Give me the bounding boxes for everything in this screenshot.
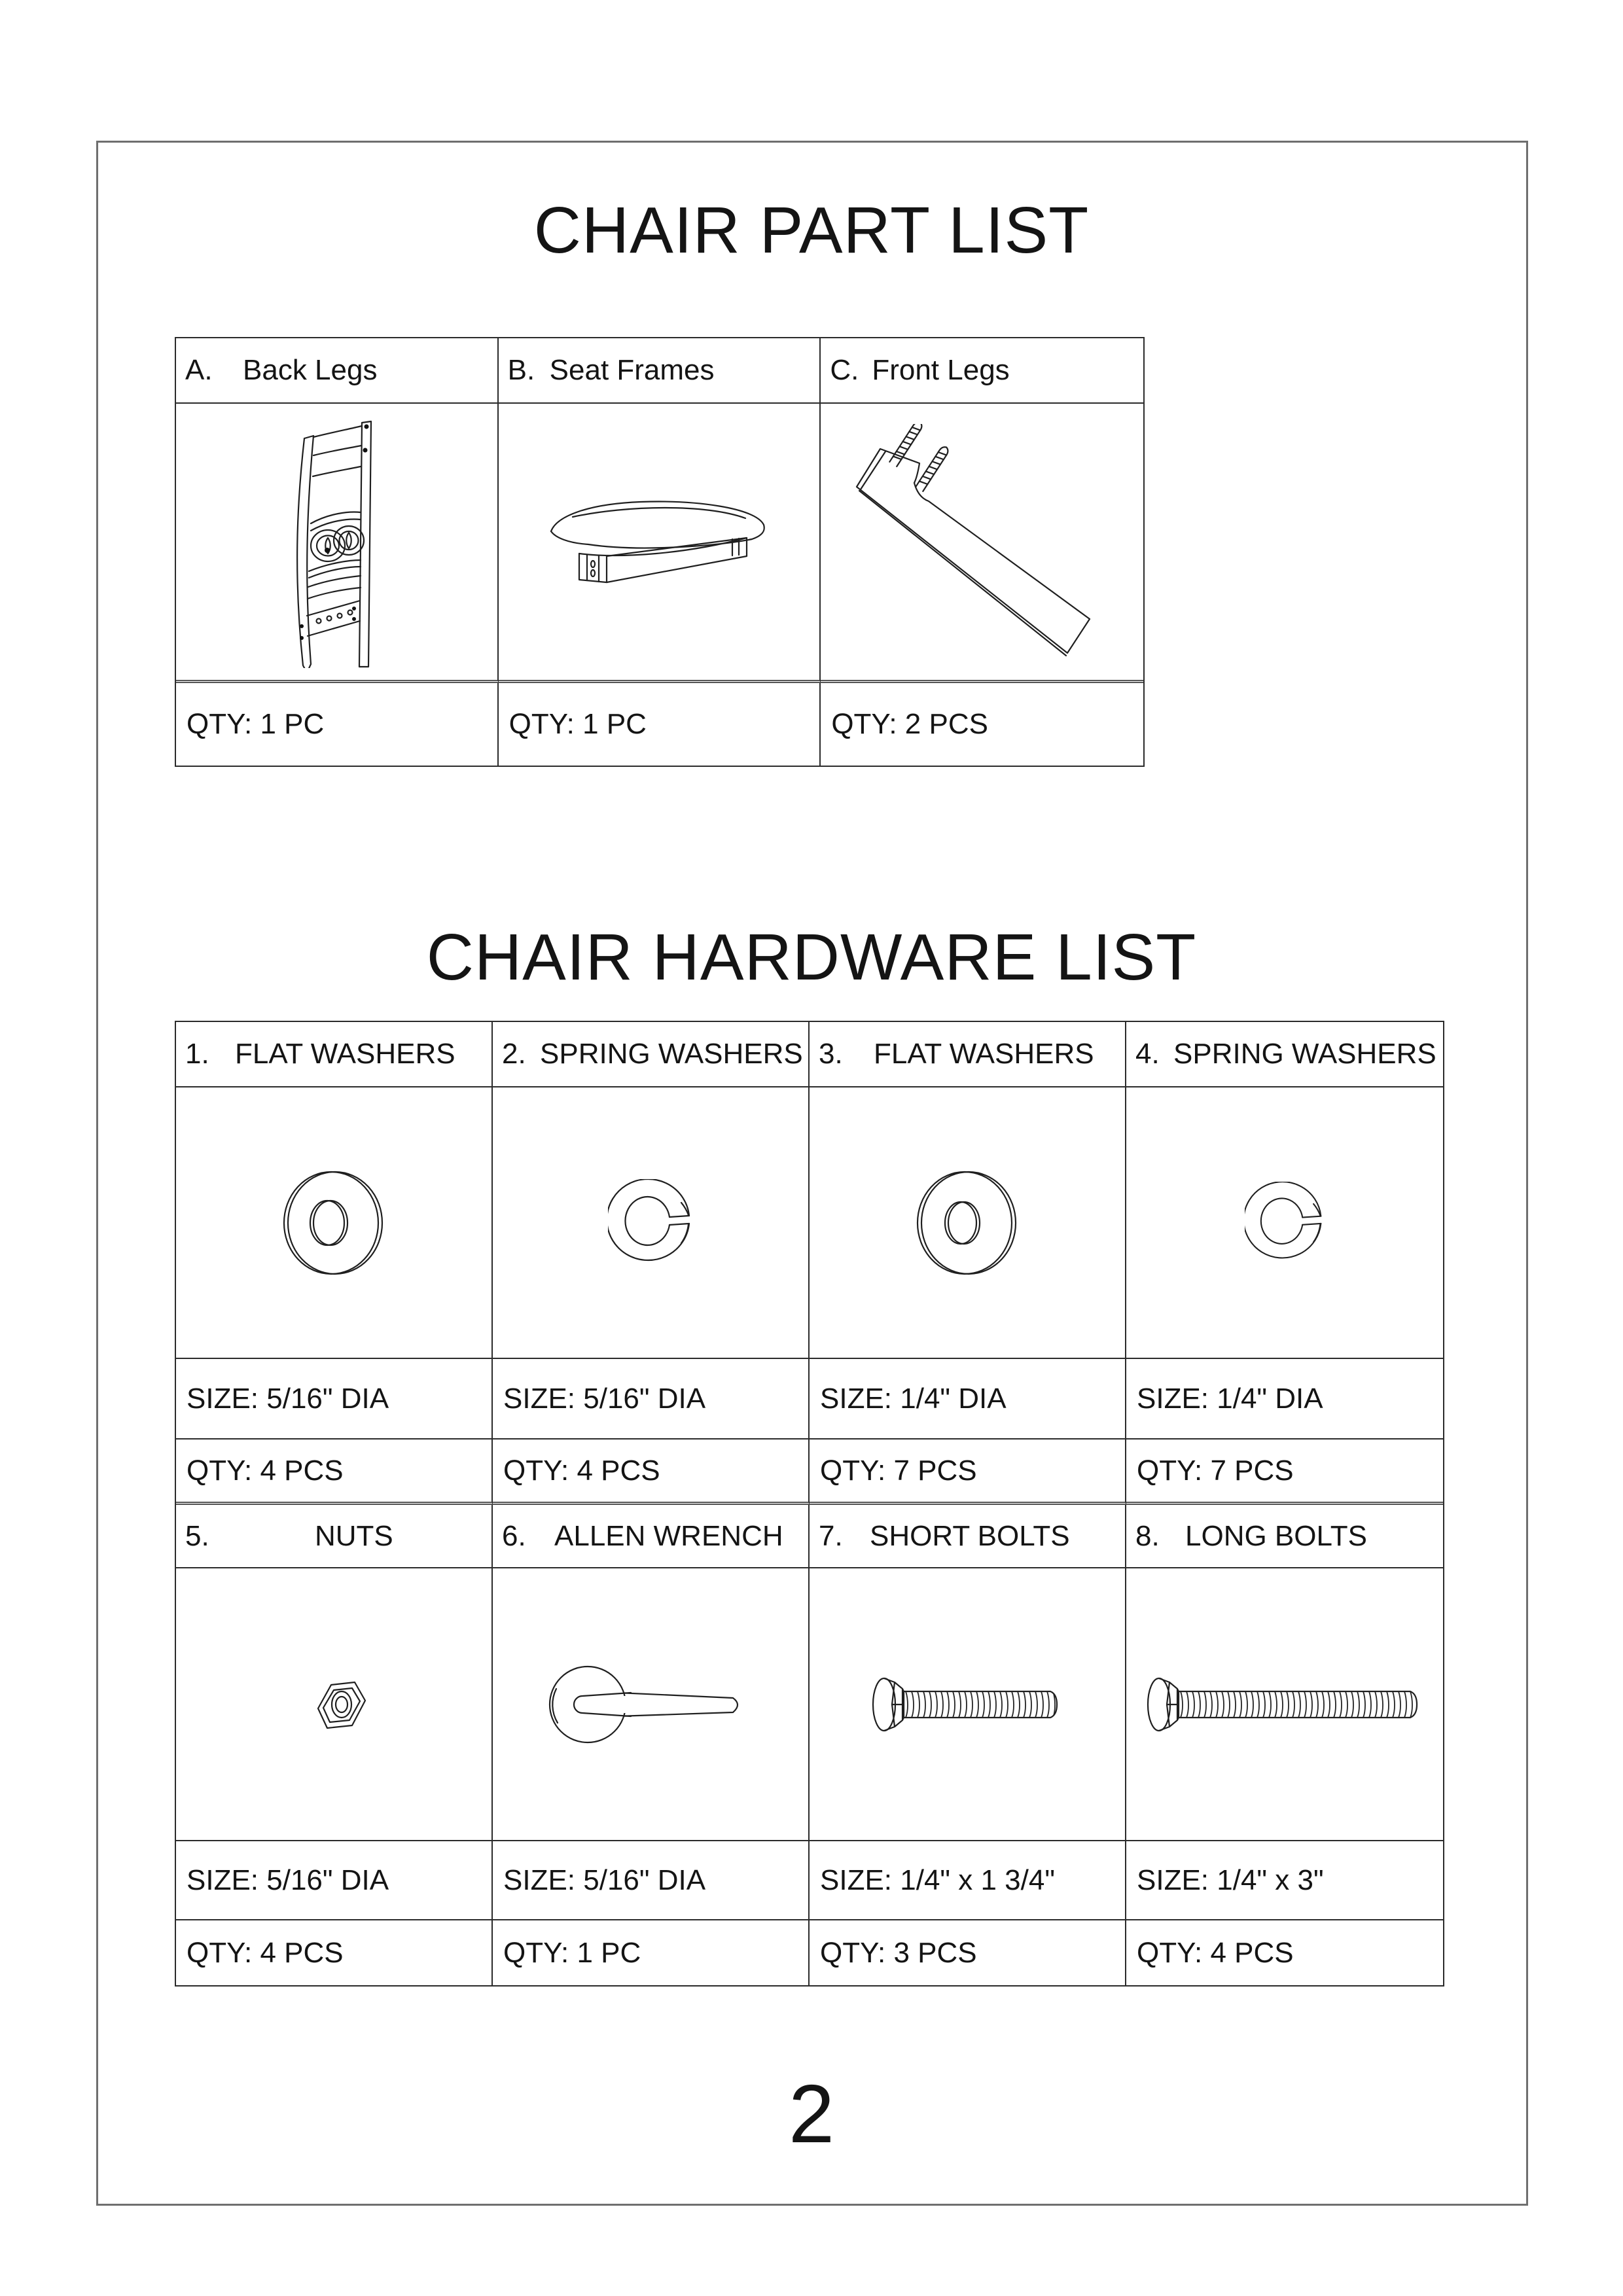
hardware-list-title: CHAIR HARDWARE LIST <box>426 921 1197 994</box>
hw-name: FLAT WASHERS <box>874 1038 1094 1070</box>
hw-size-6: SIZE: 5/16" DIA <box>493 1841 810 1920</box>
hw-size-2: SIZE: 5/16" DIA <box>493 1359 810 1439</box>
front-leg-illustration <box>853 424 1111 660</box>
hw-header-4 <box>1126 1022 1443 1087</box>
hw-image-flat-washer-1 <box>176 1087 493 1359</box>
hw-size-1: SIZE: 5/16" DIA <box>176 1359 493 1439</box>
part-qty-a: QTY: 1 PC <box>176 683 499 766</box>
hw-image-flat-washer-2 <box>810 1087 1126 1359</box>
part-list-table <box>175 337 1145 767</box>
hw-number: 4. <box>1135 1038 1160 1070</box>
hw-name: FLAT WASHERS <box>235 1038 455 1070</box>
hw-name: NUTS <box>315 1519 393 1552</box>
hw-qty-3: QTY: 7 PCS <box>810 1439 1126 1505</box>
hw-size-5: SIZE: 5/16" DIA <box>176 1841 493 1920</box>
hw-name: ALLEN WRENCH <box>554 1519 783 1552</box>
hw-qty-5: QTY: 4 PCS <box>176 1920 493 1985</box>
part-letter: C. <box>830 354 859 386</box>
hw-name: SPRING WASHERS <box>1173 1038 1436 1070</box>
part-image-back-legs <box>176 404 499 683</box>
hw-size-4: SIZE: 1/4" DIA <box>1126 1359 1443 1439</box>
wrench-icon <box>544 1663 757 1746</box>
hardware-list-table <box>175 1021 1444 1987</box>
hw-qty-4: QTY: 7 PCS <box>1126 1439 1443 1505</box>
hw-image-spring-washer-1 <box>493 1087 810 1359</box>
part-letter: A. <box>185 354 213 386</box>
part-image-seat-frame <box>499 404 821 683</box>
hw-header-6 <box>493 1505 810 1568</box>
hw-number: 8. <box>1135 1519 1160 1552</box>
hw-qty-7: QTY: 3 PCS <box>810 1920 1126 1985</box>
part-name: Front Legs <box>872 354 1010 386</box>
hw-number: 6. <box>502 1519 526 1552</box>
hw-image-wrench <box>493 1568 810 1841</box>
hw-number: 2. <box>502 1038 526 1070</box>
hw-size-7: SIZE: 1/4" x 1 3/4" <box>810 1841 1126 1920</box>
hw-header-1 <box>176 1022 493 1087</box>
hw-header-7 <box>810 1505 1126 1568</box>
hw-image-spring-washer-2 <box>1126 1087 1443 1359</box>
page-number: 2 <box>788 2068 835 2160</box>
part-name: Seat Frames <box>549 354 715 386</box>
spring-washer-icon <box>1245 1182 1325 1264</box>
nut-icon <box>301 1670 366 1739</box>
hw-size-8: SIZE: 1/4" x 3" <box>1126 1841 1443 1920</box>
hw-image-short-bolt <box>810 1568 1126 1841</box>
flat-washer-icon <box>915 1168 1020 1278</box>
part-qty-b: QTY: 1 PC <box>499 683 821 766</box>
hw-name: SPRING WASHERS <box>540 1038 803 1070</box>
long-bolt-icon <box>1143 1674 1426 1735</box>
hw-number: 1. <box>185 1038 209 1070</box>
part-list-title: CHAIR PART LIST <box>533 194 1090 267</box>
back-legs-illustration <box>286 416 387 668</box>
hw-qty-1: QTY: 4 PCS <box>176 1439 493 1505</box>
part-qty-c: QTY: 2 PCS <box>821 683 1143 766</box>
seat-frame-illustration <box>549 499 768 585</box>
hw-name: LONG BOLTS <box>1185 1519 1367 1552</box>
hw-qty-6: QTY: 1 PC <box>493 1920 810 1985</box>
hw-image-nut <box>176 1568 493 1841</box>
hw-number: 5. <box>185 1519 209 1552</box>
hw-header-5 <box>176 1505 493 1568</box>
part-header-c <box>821 338 1143 404</box>
hw-qty-8: QTY: 4 PCS <box>1126 1920 1443 1985</box>
spring-washer-icon <box>608 1179 693 1267</box>
part-letter: B. <box>507 354 535 386</box>
hw-qty-2: QTY: 4 PCS <box>493 1439 810 1505</box>
flat-washer-icon <box>281 1168 386 1278</box>
hw-image-long-bolt <box>1126 1568 1443 1841</box>
part-image-front-leg <box>821 404 1143 683</box>
short-bolt-icon <box>868 1674 1066 1735</box>
hw-size-3: SIZE: 1/4" DIA <box>810 1359 1126 1439</box>
hw-header-2 <box>493 1022 810 1087</box>
part-header-b <box>499 338 821 404</box>
part-header-a <box>176 338 499 404</box>
hw-number: 3. <box>819 1038 843 1070</box>
hw-header-8 <box>1126 1505 1443 1568</box>
hw-header-3 <box>810 1022 1126 1087</box>
hw-name: SHORT BOLTS <box>870 1519 1070 1552</box>
hw-number: 7. <box>819 1519 843 1552</box>
part-name: Back Legs <box>243 354 378 386</box>
